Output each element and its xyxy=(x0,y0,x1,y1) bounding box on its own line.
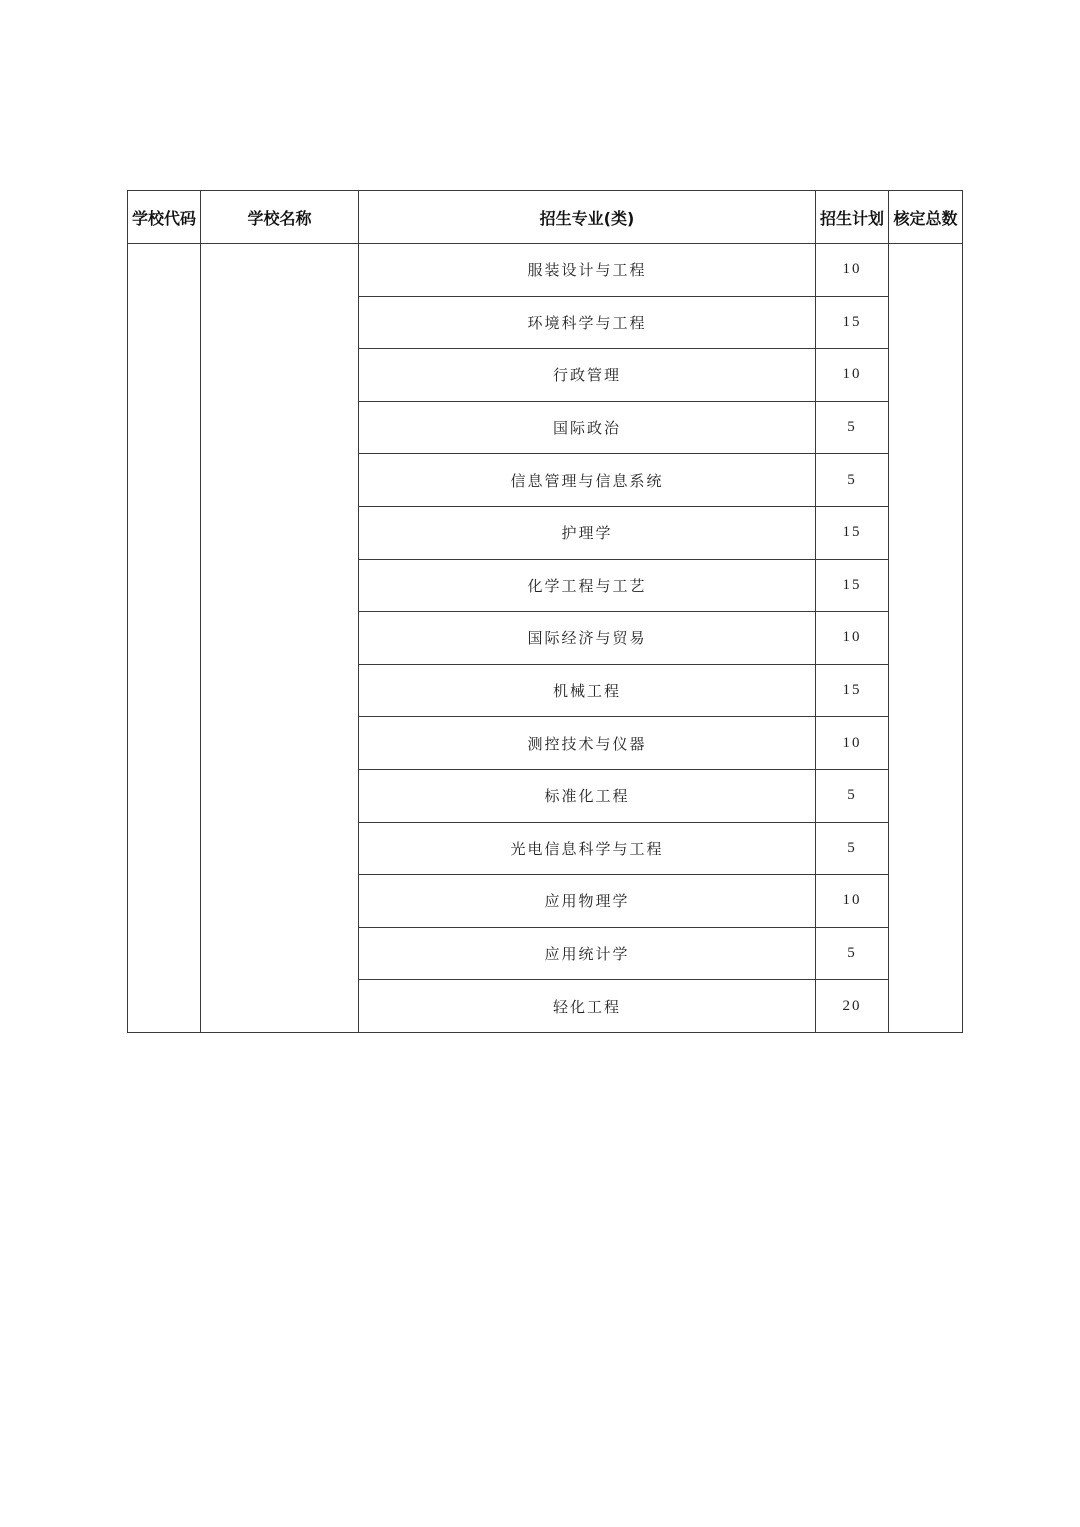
plan-cell: 10 xyxy=(816,244,889,297)
major-cell: 服装设计与工程 xyxy=(359,244,816,297)
major-cell: 标准化工程 xyxy=(359,769,816,822)
major-cell: 护理学 xyxy=(359,506,816,559)
school-code-cell xyxy=(128,244,201,1033)
major-cell: 国际政治 xyxy=(359,401,816,454)
major-cell: 轻化工程 xyxy=(359,980,816,1033)
major-cell: 化学工程与工艺 xyxy=(359,559,816,612)
major-cell: 光电信息科学与工程 xyxy=(359,822,816,875)
table-body xyxy=(128,244,963,1033)
plan-cell: 10 xyxy=(816,349,889,402)
header-approved-total: 核定总数 xyxy=(889,191,963,244)
approved-total-cell xyxy=(889,244,963,1033)
plan-cell: 10 xyxy=(816,717,889,770)
major-cell: 国际经济与贸易 xyxy=(359,612,816,665)
major-cell: 应用统计学 xyxy=(359,927,816,980)
major-cell: 机械工程 xyxy=(359,664,816,717)
header-school-code: 学校代码 xyxy=(128,191,201,244)
table-row xyxy=(128,244,963,297)
plan-cell: 10 xyxy=(816,612,889,665)
major-cell: 应用物理学 xyxy=(359,875,816,928)
plan-cell: 15 xyxy=(816,664,889,717)
plan-cell: 5 xyxy=(816,822,889,875)
plan-cell: 15 xyxy=(816,559,889,612)
plan-cell: 15 xyxy=(816,506,889,559)
school-name-cell xyxy=(201,244,359,1033)
header-row xyxy=(128,191,963,244)
plan-cell: 5 xyxy=(816,769,889,822)
header-major: 招生专业(类) xyxy=(359,191,816,244)
enrollment-plan-table xyxy=(127,190,963,1033)
major-cell: 测控技术与仪器 xyxy=(359,717,816,770)
major-cell: 行政管理 xyxy=(359,349,816,402)
table-header xyxy=(128,191,963,244)
header-school-name: 学校名称 xyxy=(201,191,359,244)
major-cell: 环境科学与工程 xyxy=(359,296,816,349)
plan-cell: 5 xyxy=(816,454,889,507)
header-plan: 招生计划 xyxy=(816,191,889,244)
major-cell: 信息管理与信息系统 xyxy=(359,454,816,507)
plan-cell: 5 xyxy=(816,927,889,980)
plan-cell: 20 xyxy=(816,980,889,1033)
plan-cell: 10 xyxy=(816,875,889,928)
plan-cell: 5 xyxy=(816,401,889,454)
plan-cell: 15 xyxy=(816,296,889,349)
